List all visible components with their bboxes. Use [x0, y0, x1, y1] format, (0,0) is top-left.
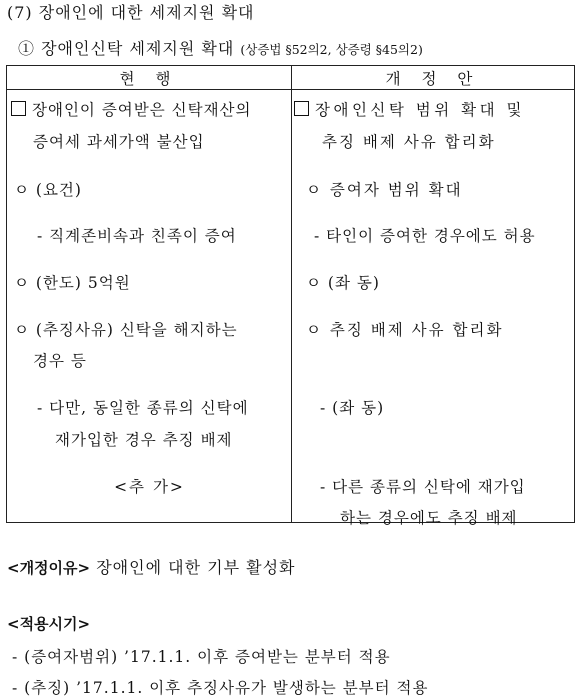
revised-limit: ㅇ (좌 동)	[306, 274, 380, 292]
subsection-title: ① 장애인신탁 세제지원 확대	[18, 39, 235, 58]
current-column	[7, 90, 292, 523]
comparison-table	[6, 65, 575, 527]
revised-recapture-new-1: - 다른 종류의 신탁에 재가입	[320, 478, 526, 496]
subsection-reference: (상증법 §52의2, 상증령 §45의2)	[240, 42, 423, 57]
application-timing-label: <적용시기>	[7, 615, 91, 633]
application-timing-line-1: - (증여자범위) ’17.1.1. 이후 증여받는 분부터 적용	[12, 648, 391, 666]
revised-recapture: ㅇ 추징 배제 사유 합리화	[306, 321, 504, 339]
revised-recapture-new-2: 하는 경우에도 추징 배제	[340, 509, 518, 527]
revision-reason-label: <개정이유>	[7, 559, 91, 577]
section-heading: (7) 장애인에 대한 세제지원 확대	[7, 3, 255, 22]
application-timing-line-2: - (추징) ’17.1.1. 이후 추징사유가 발생하는 분부터 적용	[12, 679, 429, 697]
application-timing	[7, 613, 90, 634]
table-header-row	[7, 66, 575, 90]
current-recapture-sub-2: 재가입한 경우 추징 배제	[55, 431, 233, 449]
revision-reason	[7, 555, 295, 578]
revised-box-line	[294, 98, 525, 120]
current-recapture-sub-1: - 다만, 동일한 종류의 신탁에	[37, 399, 249, 417]
current-box-text-2: 증여세 과세가액 불산입	[33, 133, 205, 151]
current-recapture-2: 경우 등	[33, 352, 87, 370]
header-current: 현 행	[7, 66, 292, 90]
checkbox-square-icon	[11, 101, 26, 116]
revised-donor: ㅇ 증여자 범위 확대	[306, 181, 463, 199]
revised-donor-detail: - 타인이 증여한 경우에도 허용	[314, 227, 536, 245]
current-addition-note: <추 가>	[114, 478, 185, 496]
current-requirement-detail: - 직계존비속과 친족이 증여	[37, 227, 237, 245]
current-limit: ㅇ (한도) 5억원	[14, 274, 131, 292]
header-revised: 개 정 안	[292, 66, 575, 90]
table-body-row	[7, 90, 575, 523]
revision-reason-text: 장애인에 대한 기부 활성화	[96, 558, 296, 577]
revised-recapture-same: - (좌 동)	[320, 399, 385, 417]
current-box-line	[11, 98, 252, 120]
current-recapture-1: ㅇ (추징사유) 신탁을 해지하는	[14, 321, 238, 339]
revised-box-text-1: 장애인신탁 범위 확대 및	[315, 101, 526, 119]
checkbox-square-icon	[294, 101, 309, 116]
revised-box-text-2: 추징 배제 사유 합리화	[322, 133, 496, 151]
revised-column	[292, 90, 575, 527]
current-box-text-1: 장애인이 증여받은 신탁재산의	[32, 101, 252, 119]
subsection-heading	[18, 36, 423, 59]
current-requirement: ㅇ (요건)	[14, 181, 82, 199]
